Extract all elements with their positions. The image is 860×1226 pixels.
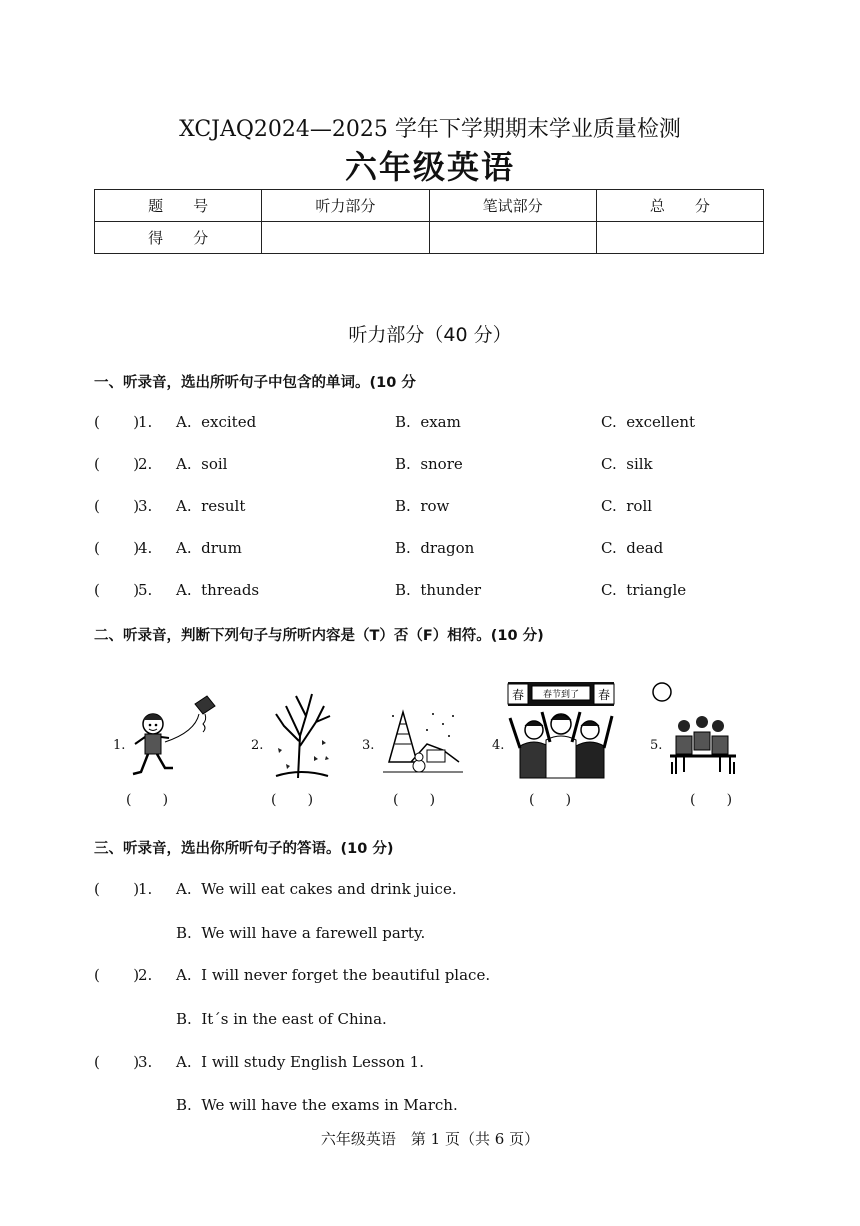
option-a: A. I will never forget the beautiful place. <box>176 966 491 984</box>
option-a: A. result <box>176 497 246 515</box>
score-table-score-row <box>95 222 764 254</box>
option-c: C. dead <box>601 539 664 557</box>
option-a: A. soil <box>176 455 228 473</box>
question-row <box>94 497 774 521</box>
option-row <box>94 1096 774 1120</box>
question-number: 3. <box>138 1053 153 1071</box>
question-row <box>94 413 774 437</box>
question-number: 5. <box>138 581 153 599</box>
option-b: B. It´s in the east of China. <box>176 1010 387 1028</box>
score-table <box>94 189 764 254</box>
option-a: A. threads <box>176 581 260 599</box>
picture-number: 4. <box>492 738 505 753</box>
section2-heading: 二、听录音，判断下列句子与所听内容是（T）否（F）相符。(10 分) <box>94 628 544 644</box>
answer-blank[interactable]: ( ) <box>94 497 140 515</box>
answer-blank[interactable]: ( ) <box>94 413 140 431</box>
banner-side-text: 春 <box>511 688 525 702</box>
answer-blank[interactable]: ( ) <box>393 792 436 808</box>
option-b: B. exam <box>395 413 461 431</box>
option-a: A. excited <box>176 413 257 431</box>
question-row <box>94 539 774 563</box>
option-b: B. row <box>395 497 450 515</box>
option-b: B. We will have a farewell party. <box>176 924 426 942</box>
option-c: C. silk <box>601 455 653 473</box>
option-c: C. triangle <box>601 581 687 599</box>
option-row <box>94 1010 774 1034</box>
score-table-header-row <box>95 190 764 222</box>
option-a: A. drum <box>176 539 242 557</box>
question-number: 2. <box>138 966 153 984</box>
answer-blank[interactable]: ( ) <box>271 792 314 808</box>
option-b: B. We will have the exams in March. <box>176 1096 458 1114</box>
option-a: A. We will eat cakes and drink juice. <box>176 880 457 898</box>
bare-tree-falling-leaves-picture <box>266 686 336 782</box>
exam-title: XCJAQ2024—2025 学年下学期期末学业质量检测 <box>179 117 681 142</box>
snowy-landscape-snowman-picture <box>383 704 463 776</box>
answer-blank[interactable]: ( ) <box>690 792 733 808</box>
section3-heading: 三、听录音，选出你所听句子的答语。(10 分) <box>94 841 394 857</box>
answer-blank[interactable]: ( ) <box>529 792 572 808</box>
answer-blank[interactable]: ( ) <box>94 539 140 557</box>
question-row <box>94 966 774 990</box>
answer-blank[interactable]: ( ) <box>94 1053 140 1071</box>
score-table-cell: 总 分 <box>596 190 763 222</box>
option-a: A. I will study English Lesson 1. <box>176 1053 424 1071</box>
score-table-input-cell[interactable] <box>596 222 763 254</box>
option-b: B. dragon <box>395 539 475 557</box>
answer-blank[interactable]: ( ) <box>94 880 140 898</box>
section1-heading: 一、听录音，选出所听句子中包含的单词。(10 分 <box>94 375 416 391</box>
answer-blank[interactable]: ( ) <box>126 792 169 808</box>
banner-side-text: 春 <box>597 688 611 702</box>
question-number: 1. <box>138 413 153 431</box>
question-number: 1. <box>138 880 153 898</box>
score-table-cell: 题 号 <box>95 190 262 222</box>
picture-number: 3. <box>362 738 375 753</box>
listening-section-heading: 听力部分（40 分） <box>348 324 512 346</box>
answer-blank[interactable]: ( ) <box>94 966 140 984</box>
option-c: C. excellent <box>601 413 696 431</box>
picture-number: 2. <box>251 738 264 753</box>
question-number: 4. <box>138 539 153 557</box>
page-footer: 六年级英语 第 1 页（共 6 页） <box>320 1130 540 1148</box>
question-row <box>94 1053 774 1077</box>
question-row <box>94 581 774 605</box>
score-table-cell: 笔试部分 <box>429 190 596 222</box>
boy-flying-kite-picture <box>125 692 220 782</box>
option-row <box>94 924 774 948</box>
spring-festival-celebration-picture <box>506 678 616 780</box>
question-row <box>94 455 774 479</box>
picture-number: 5. <box>650 738 663 753</box>
score-table-input-cell[interactable] <box>262 222 429 254</box>
family-dinner-moon-picture <box>650 678 742 778</box>
score-table-cell: 听力部分 <box>262 190 429 222</box>
question-number: 3. <box>138 497 153 515</box>
subject-title: 六年级英语 <box>344 148 515 186</box>
picture-number: 1. <box>113 738 126 753</box>
answer-blank[interactable]: ( ) <box>94 581 140 599</box>
question-number: 2. <box>138 455 153 473</box>
answer-blank[interactable]: ( ) <box>94 455 140 473</box>
score-table-cell: 得 分 <box>95 222 262 254</box>
option-c: C. roll <box>601 497 653 515</box>
banner-text: 春节到了 <box>542 690 580 700</box>
question-row <box>94 880 774 904</box>
option-b: B. snore <box>395 455 463 473</box>
score-table-input-cell[interactable] <box>429 222 596 254</box>
option-b: B. thunder <box>395 581 481 599</box>
